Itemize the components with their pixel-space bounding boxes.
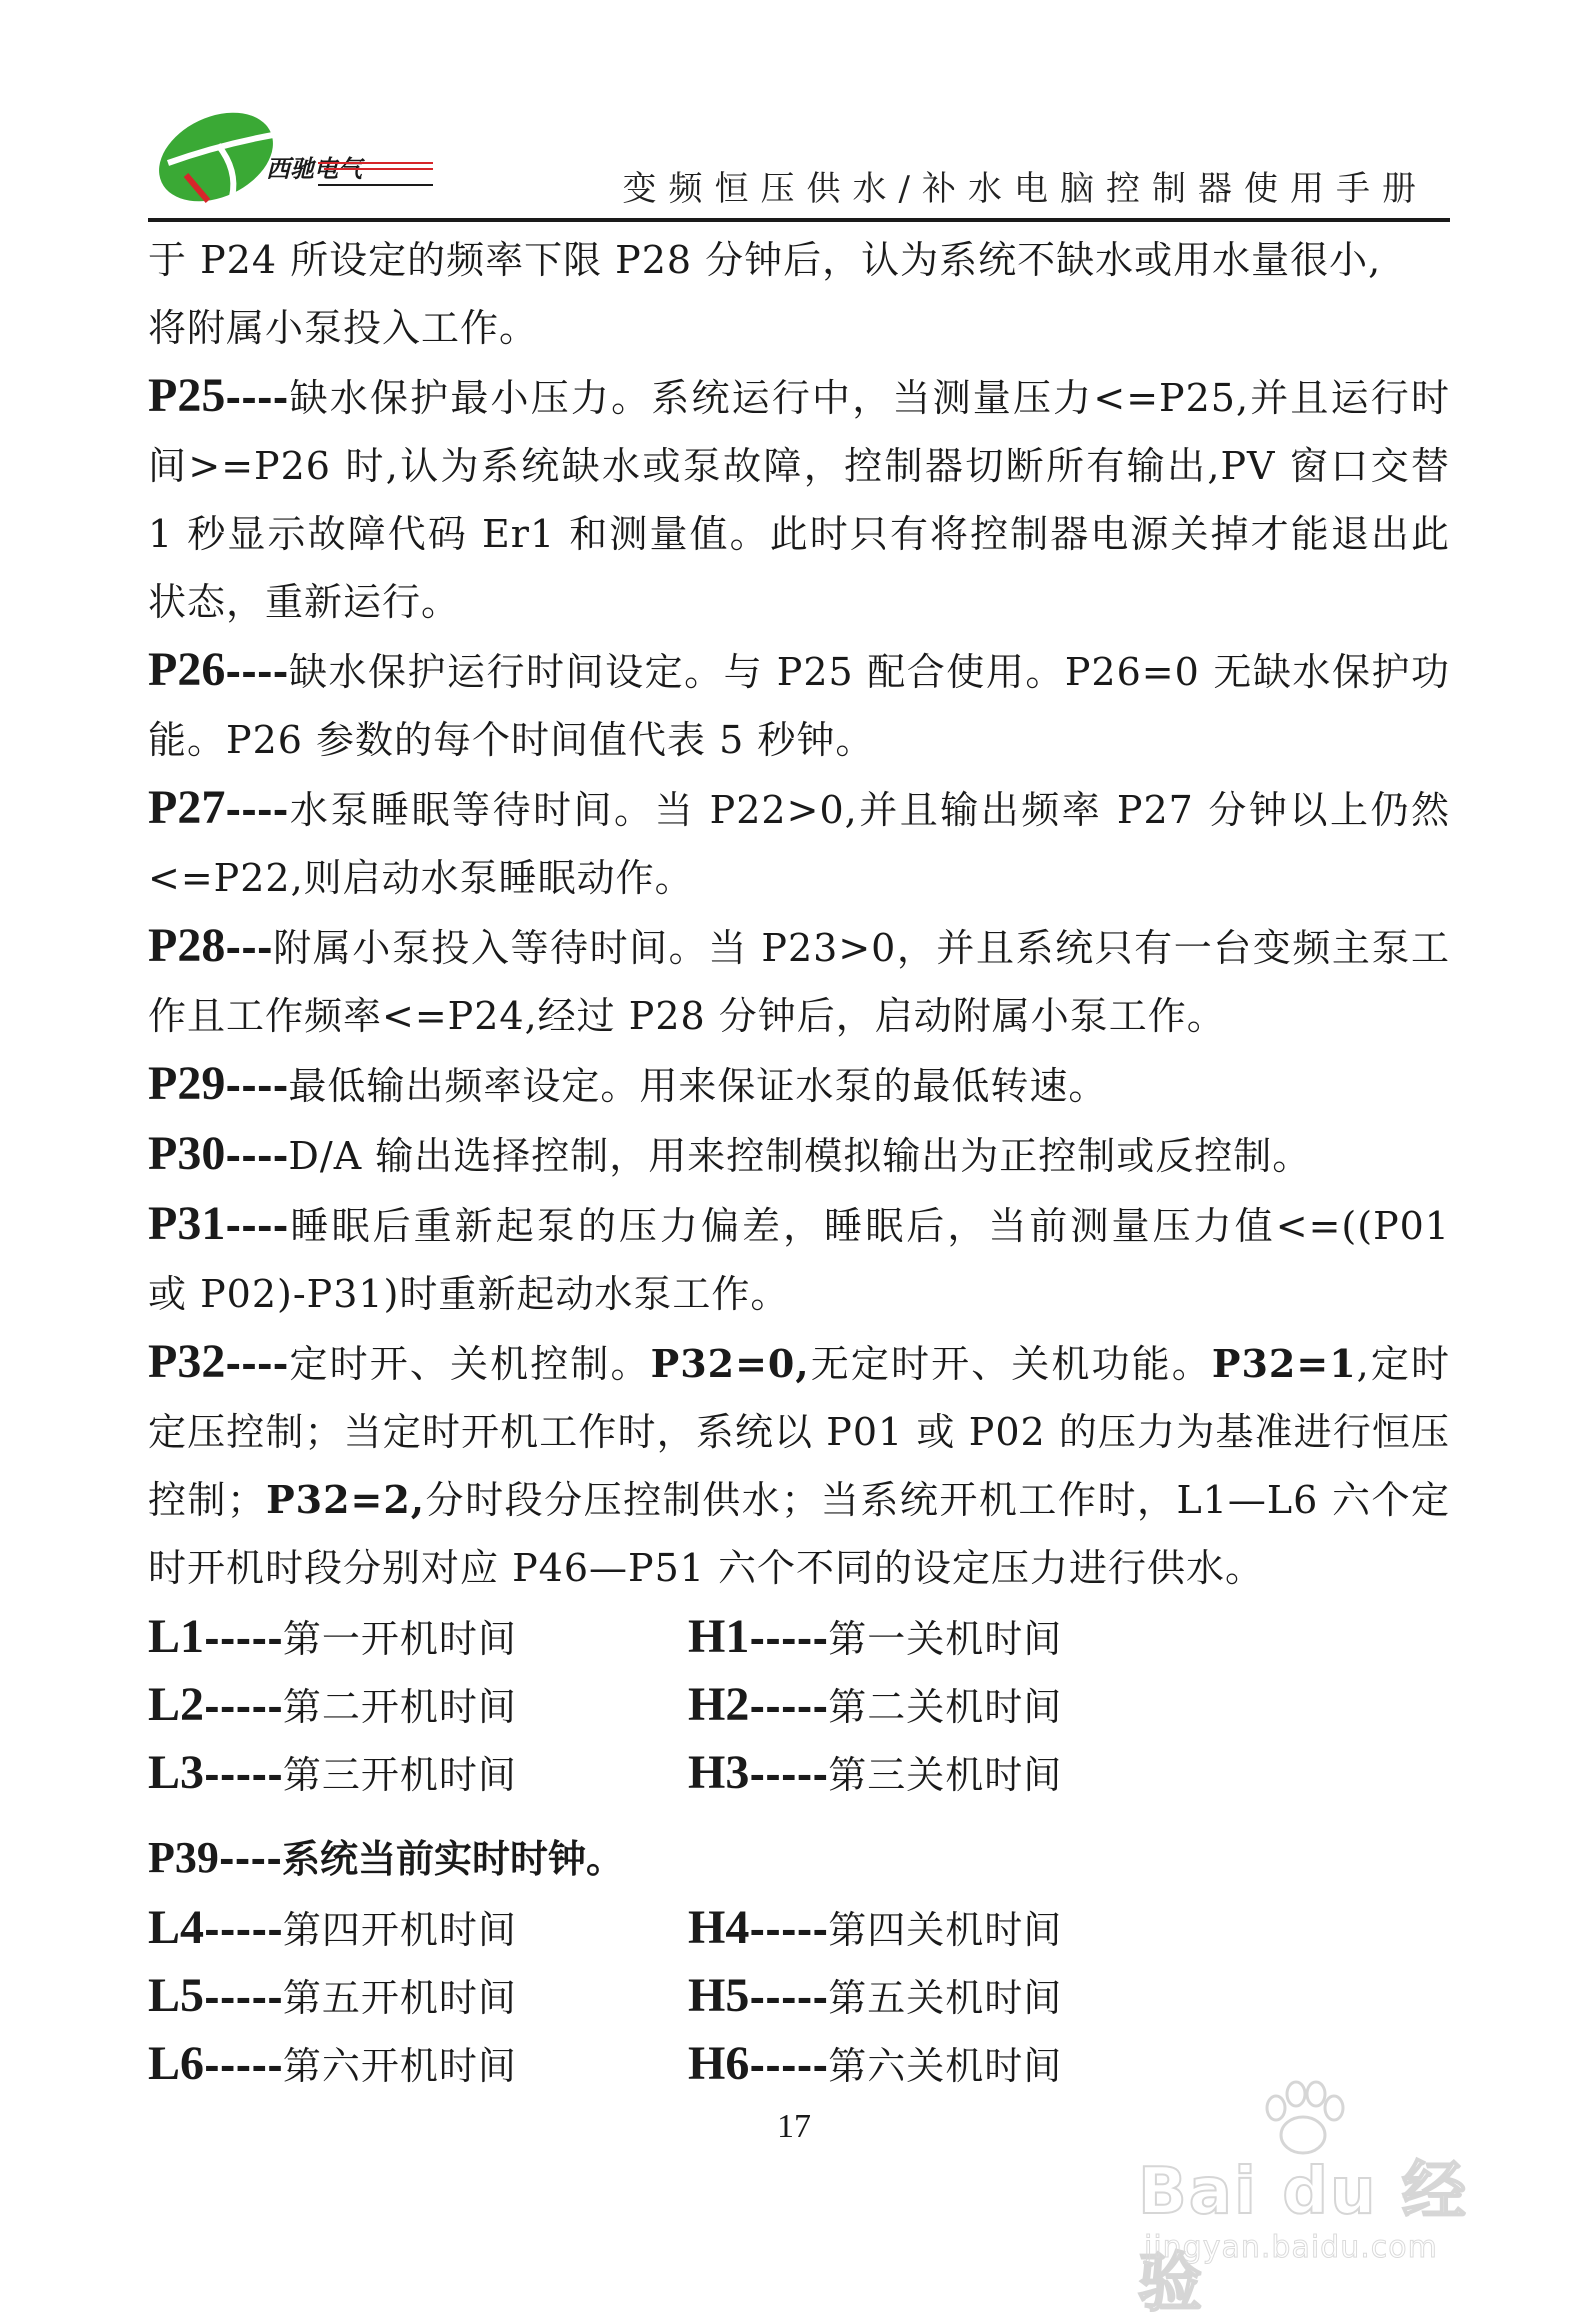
param-description: 水泵睡眠等待时间。当 P22>0,并且输出频率 P27 分钟以上仍然<=P22,则启动水泵睡眠动作。 bbox=[148, 788, 1450, 900]
timer-code: L5 bbox=[148, 1969, 205, 2022]
param-dash: ---- bbox=[225, 1063, 289, 1108]
param-p30 bbox=[148, 1120, 1450, 1190]
param-code: P28 bbox=[148, 919, 226, 972]
param-dash: ---- bbox=[218, 1836, 282, 1881]
param-code: P25 bbox=[148, 369, 226, 422]
timer-label: 第二开机时间 bbox=[282, 1685, 517, 1729]
timer-code: L3 bbox=[148, 1746, 205, 1799]
param-p28 bbox=[148, 912, 1450, 1050]
timer-dash: ----- bbox=[749, 1752, 829, 1797]
param-description: 系统当前实时时钟。 bbox=[281, 1836, 624, 1881]
timer-label: 第五开机时间 bbox=[282, 1976, 517, 2020]
timer-label: 第四关机时间 bbox=[828, 1908, 1063, 1952]
page-body bbox=[148, 226, 1450, 2097]
timer-dash: ----- bbox=[749, 1616, 829, 1661]
timer-label: 第六开机时间 bbox=[282, 2044, 517, 2088]
param-p31 bbox=[148, 1190, 1450, 1328]
timer-code: H1 bbox=[688, 1610, 750, 1663]
p32-text-3: ,定时定压控制；当定时开机工作时，系统以 P01 或 P02 的压力为基准进行恒压控制； bbox=[148, 1342, 1450, 1522]
on-time-entry bbox=[148, 2035, 688, 2091]
timer-dash: ----- bbox=[204, 2043, 283, 2088]
on-time-entry bbox=[148, 1744, 688, 1800]
param-code: P27 bbox=[148, 781, 226, 834]
on-time-entry bbox=[148, 1899, 688, 1955]
p32-setting-0: P32=0, bbox=[650, 1341, 810, 1386]
param-p39 bbox=[148, 1824, 1450, 1893]
param-description: 缺水保护运行时间设定。与 P25 配合使用。P26=0 无缺水保护功能。P26 参数的每个时间值代表 5 秒钟。 bbox=[148, 650, 1450, 762]
page-number: 17 bbox=[777, 2108, 811, 2145]
timer-code: L6 bbox=[148, 2037, 205, 2090]
timer-dash: ----- bbox=[749, 1684, 829, 1729]
param-dash: ---- bbox=[225, 375, 289, 420]
intro-line-2: 将附属小泵投入工作。 bbox=[148, 306, 539, 350]
param-p26 bbox=[148, 636, 1450, 774]
timer-code: H6 bbox=[688, 2037, 750, 2090]
p32-text-2: 无定时开、关机功能。 bbox=[809, 1342, 1212, 1386]
company-logo bbox=[148, 105, 438, 205]
param-code: P31 bbox=[148, 1197, 226, 1250]
timer-code: H3 bbox=[688, 1746, 750, 1799]
off-time-entry bbox=[688, 1608, 1228, 1664]
param-dash: ---- bbox=[225, 649, 289, 694]
param-code: P30 bbox=[148, 1127, 226, 1180]
param-description: 附属小泵投入等待时间。当 P23>0，并且系统只有一台变频主泵工作且工作频率<=P24,经过 P28 分钟后，启动附属小泵工作。 bbox=[148, 926, 1450, 1038]
timer-row bbox=[148, 1670, 1450, 1738]
timer-code: L2 bbox=[148, 1678, 205, 1731]
timer-code: H2 bbox=[688, 1678, 750, 1731]
manual-title: 变频恒压供水/补水电脑控制器使用手册 bbox=[622, 169, 1428, 209]
param-p27 bbox=[148, 774, 1450, 912]
param-description: 最低输出频率设定。用来保证水泵的最低转速。 bbox=[288, 1064, 1108, 1108]
timer-label: 第四开机时间 bbox=[282, 1908, 517, 1952]
param-code: P39 bbox=[148, 1833, 219, 1882]
param-dash: --- bbox=[225, 925, 273, 970]
param-description: D/A 输出选择控制，用来控制模拟输出为正控制或反控制。 bbox=[288, 1134, 1312, 1178]
timer-row bbox=[148, 1738, 1450, 1806]
timer-row bbox=[148, 1961, 1450, 2029]
timer-code: L1 bbox=[148, 1610, 205, 1663]
timer-table-a bbox=[148, 1602, 1450, 1806]
param-p29 bbox=[148, 1050, 1450, 1120]
on-time-entry bbox=[148, 1676, 688, 1732]
timer-dash: ----- bbox=[204, 1684, 283, 1729]
timer-dash: ----- bbox=[204, 1752, 283, 1797]
param-code: P29 bbox=[148, 1057, 226, 1110]
timer-dash: ----- bbox=[749, 2043, 829, 2088]
timer-dash: ----- bbox=[204, 1975, 283, 2020]
on-time-entry bbox=[148, 1967, 688, 2023]
off-time-entry bbox=[688, 1967, 1228, 2023]
header-divider bbox=[148, 218, 1450, 222]
param-description: 缺水保护最小压力。系统运行中，当测量压力<=P25,并且运行时间>=P26 时,认为系统缺水或泵故障，控制器切断所有输出,PV 窗口交替 1 秒显示故障代码 Er1 和测量值。此时只有将控制器电源关掉才能退出此状态，重新运行。 bbox=[148, 376, 1450, 624]
param-dash: ---- bbox=[225, 1133, 289, 1178]
p32-setting-2: P32=2, bbox=[266, 1477, 426, 1522]
timer-label: 第三关机时间 bbox=[828, 1753, 1063, 1797]
timer-row bbox=[148, 1602, 1450, 1670]
watermark-url: jingyan.baidu.com bbox=[1144, 2230, 1438, 2265]
p32-setting-1: P32=1 bbox=[1211, 1341, 1357, 1386]
timer-dash: ----- bbox=[204, 1907, 283, 1952]
watermark-brand: Bai du 经验 bbox=[1138, 2155, 1468, 2321]
timer-table-b bbox=[148, 1893, 1450, 2097]
p32-text-4: 分时段分压控制供水；当系统开机工作时，L1—L6 六个定时开机时段分别对应 P46—P51 六个不同的设定压力进行供水。 bbox=[148, 1478, 1450, 1590]
timer-dash: ----- bbox=[204, 1616, 283, 1661]
param-description: 睡眠后重新起泵的压力偏差，睡眠后，当前测量压力值<=((P01 或 P02)-P31)时重新起动水泵工作。 bbox=[148, 1204, 1450, 1316]
off-time-entry bbox=[688, 1676, 1228, 1732]
baidu-jingyan-watermark bbox=[1138, 2080, 1518, 2321]
p32-text-1: 定时开、关机控制。 bbox=[288, 1342, 651, 1386]
timer-dash: ----- bbox=[749, 1907, 829, 1952]
timer-label: 第二关机时间 bbox=[828, 1685, 1063, 1729]
timer-label: 第一开机时间 bbox=[282, 1617, 517, 1661]
param-dash: ---- bbox=[225, 787, 289, 832]
timer-code: H5 bbox=[688, 1969, 750, 2022]
timer-label: 第五关机时间 bbox=[828, 1976, 1063, 2020]
param-code: P26 bbox=[148, 643, 226, 696]
on-time-entry bbox=[148, 1608, 688, 1664]
param-dash: ---- bbox=[225, 1203, 289, 1248]
intro-line-1: 于 P24 所设定的频率下限 P28 分钟后，认为系统不缺水或用水量很小, bbox=[148, 238, 1382, 282]
off-time-entry bbox=[688, 1899, 1228, 1955]
page-header bbox=[148, 105, 1450, 220]
off-time-entry bbox=[688, 1744, 1228, 1800]
param-p25 bbox=[148, 362, 1450, 636]
timer-dash: ----- bbox=[749, 1975, 829, 2020]
timer-row bbox=[148, 1893, 1450, 1961]
timer-label: 第三开机时间 bbox=[282, 1753, 517, 1797]
param-p32 bbox=[148, 1328, 1450, 1602]
param-dash: ---- bbox=[225, 1341, 289, 1386]
timer-code: L4 bbox=[148, 1901, 205, 1954]
timer-label: 第六关机时间 bbox=[828, 2044, 1063, 2088]
timer-label: 第一关机时间 bbox=[828, 1617, 1063, 1661]
timer-code: H4 bbox=[688, 1901, 750, 1954]
logo-text: 西驰电气 bbox=[266, 155, 362, 183]
param-code: P32 bbox=[148, 1335, 226, 1388]
